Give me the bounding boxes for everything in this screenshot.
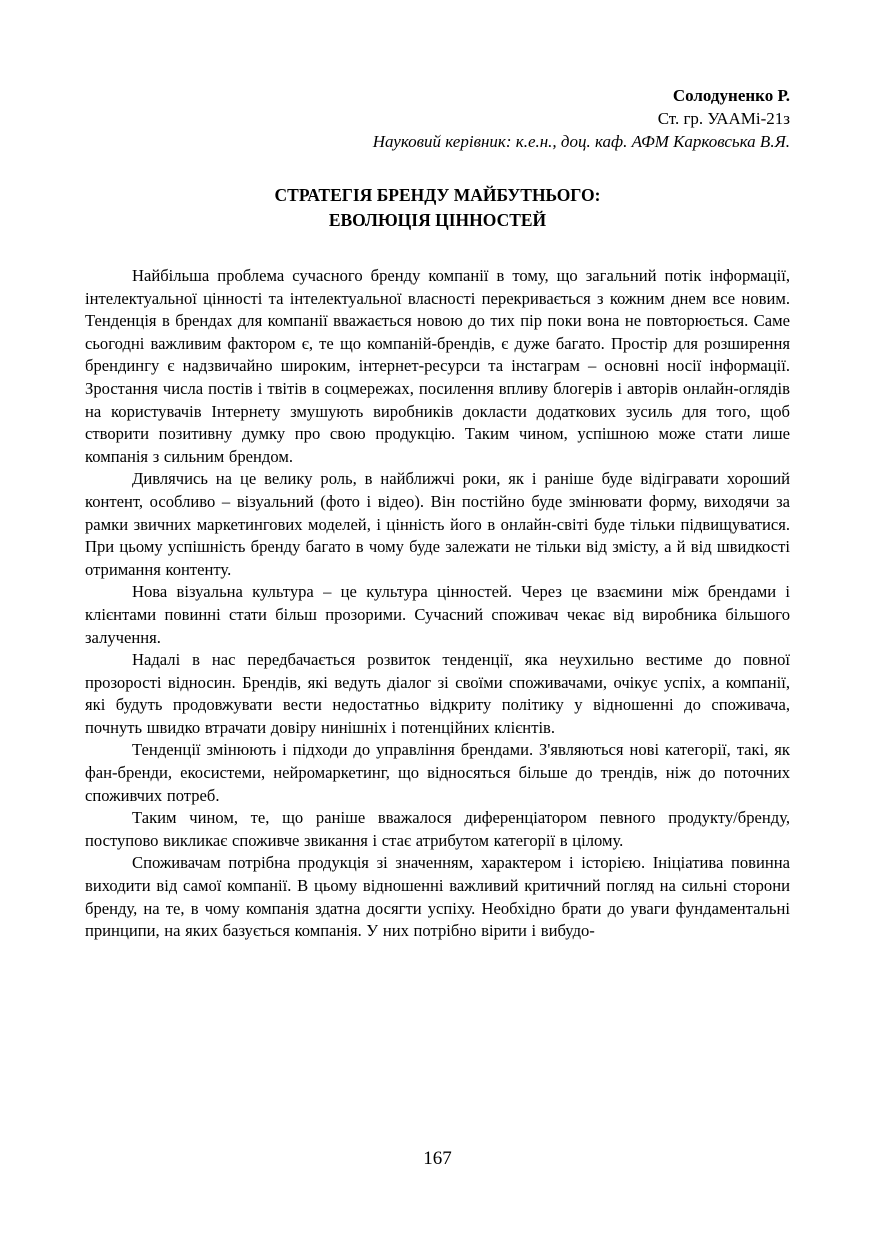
header-block [85,84,790,153]
paragraph: Таким чином, те, що раніше вважалося диференціатором певного продукту/бренду, поступово викликає споживче звикання і стає атрибутом категорії в цілому. [85,808,790,850]
paragraph: Надалі в нас передбачається розвиток тенденції, яка неухильно вестиме до повної прозорості відносин. Брендів, які ведуть діалог зі своїми споживачами, очікує успіх, а компанії, які будуть продовжувати вести недостатньо відкриту політику у відношенні до споживача, почнуть швидко втрачати довіру нинішніх і потенційних клієнтів. [85,650,790,737]
body-text [85,265,790,943]
header-author: Солодуненко Р. [672,86,790,105]
header-group: Ст. гр. УААМі-21з [657,109,790,128]
paragraph: Тенденції змінюють і підходи до управління брендами. З'являються нові категорії, такі, як фан-бренди, екосистеми, нейромаркетинг, що відносяться більше до трендів, ніж до поточних споживчих потреб. [85,740,790,805]
paragraph: Дивлячись на це велику роль, в найближчі роки, як і раніше буде відігравати хороший контент, особливо – візуальний (фото і відео). Він постійно буде змінювати форму, виходячи за рамки звичних маркетингових моделей, і цінність його в онлайн-світі буде тільки підвищуватися. При цьому успішність бренду багато в чому буде залежати не тільки від змісту, а й від швидкості отримання контенту. [85,469,790,579]
paragraph: Нова візуальна культура – це культура цінностей. Через це взаємини між брендами і клієнтами повинні стати більш прозорими. Сучасний споживач чекає від виробника більшого залучення. [85,582,790,647]
page-number: 167 [423,1148,452,1169]
paper-title-line1: СТРАТЕГІЯ БРЕНДУ МАЙБУТНЬОГО: [274,185,601,205]
header-advisor: Науковий керівник: к.е.н., доц. каф. АФМ Карковська В.Я. [372,132,790,151]
paper-title-line2: ЕВОЛЮЦІЯ ЦІННОСТЕЙ [328,210,547,230]
paper-title [85,183,790,233]
paragraph: Споживачам потрібна продукція зі значенням, характером і історією. Ініціатива повинна виходити від самої компанії. В цьому відношенні важливий критичний погляд на сильні сторони бренду, на те, в чому компанія здатна досягти успіху. Необхідно брати до уваги фундаментальні принципи, на яких базується компанія. У них потрібно вірити і вибудо- [85,853,790,941]
paragraph: Найбільша проблема сучасного бренду компанії в тому, що загальний потік інформації, інтелектуальної цінності та інтелектуальної власності перекривається з кожним днем все новим. Тенденція в брендах для компанії вважається новою до тих пір поки вона не повторюється. Саме сьогодні важливим фактором є, те що компаній-брендів, є дуже багато. Простір для розширення брендингу є надзвичайно широким, інтернет-ресурси та інстаграм – основні носії інформації. Зростання числа постів і твітів в соцмережах, посилення впливу блогерів і авторів онлайн-оглядів на користувачів Інтернету змушують виробників докласти додаткових зусиль для того, щоб створити позитивну думку про свою продукцію. Таким чином, успішною може стати лише компанія з сильним брендом. [85,266,790,466]
